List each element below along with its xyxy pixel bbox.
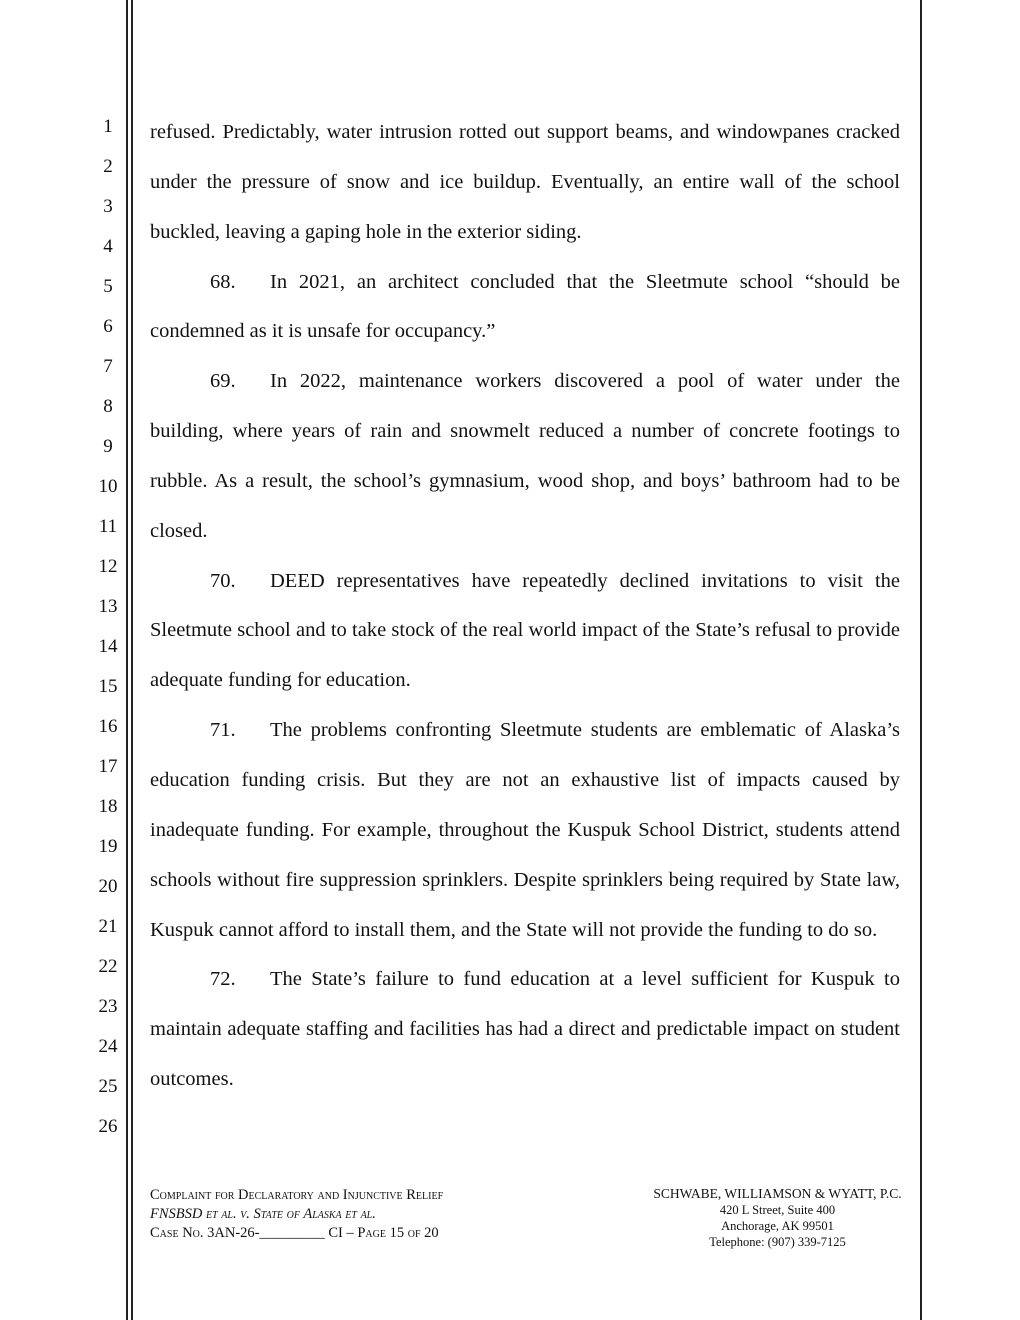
line-number: 19	[98, 836, 118, 857]
paragraph-number: 69.	[210, 370, 236, 393]
line-number: 16	[98, 716, 118, 737]
line-number: 1	[103, 116, 113, 137]
line-number: 25	[98, 1076, 118, 1097]
line-number: 20	[98, 876, 118, 897]
line-number: 7	[103, 356, 113, 377]
line-number: 22	[98, 956, 118, 977]
paragraph-67-continuation	[150, 108, 900, 258]
paragraph-text: In 2021, an architect concluded that the Sleetmute school “should be condemned as it is unsafe for occupancy.”	[150, 270, 900, 343]
firm-street: 420 L Street, Suite 400	[719, 1203, 836, 1217]
paragraph-68	[150, 258, 900, 358]
line-number: 2	[103, 156, 113, 177]
line-number: 10	[98, 476, 118, 497]
paragraph-70	[150, 557, 900, 707]
paragraph-text: The problems confronting Sleetmute students are emblematic of Alaska’s education funding crisis. But they are not an exhaustive list of impacts caused by inadequate funding. For example, throughout the Kuspuk School District, students attend schools without fire suppression sprinklers. Despite sprinklers being required by State law, Kuspuk cannot afford to install them, and the State will not provide the funding to do so.	[150, 719, 900, 941]
line-number: 4	[103, 236, 113, 257]
paragraph-72	[150, 955, 900, 1105]
line-number: 9	[103, 436, 113, 457]
line-number: 15	[98, 676, 118, 697]
paragraph-number: 70.	[210, 569, 236, 592]
paragraph-number: 72.	[210, 968, 236, 991]
line-number: 5	[103, 276, 113, 297]
footer-caption	[150, 1186, 570, 1243]
paragraph-69	[150, 357, 900, 556]
firm-phone: Telephone: (907) 339-7125	[709, 1235, 846, 1249]
line-number: 13	[98, 596, 118, 617]
line-number: 12	[98, 556, 118, 577]
footer-case-number: Case No. 3AN-26-_________ CI – Page 15 of 20	[150, 1225, 439, 1241]
line-number: 11	[98, 516, 118, 537]
footer-case-caption: FNSBSD et al. v. State of Alaska et al.	[150, 1206, 376, 1222]
line-number: 6	[103, 316, 113, 337]
paragraph-number: 68.	[210, 270, 236, 293]
firm-city: Anchorage, AK 99501	[721, 1219, 834, 1233]
line-number: 17	[98, 756, 118, 777]
document-body	[150, 108, 900, 1105]
line-number: 23	[98, 996, 118, 1017]
paragraph-text: refused. Predictably, water intrusion rotted out support beams, and windowpanes cracked under the pressure of snow and ice buildup. Eventually, an entire wall of the school buckled, leaving a gaping hole in the exterior siding.	[150, 121, 900, 243]
line-number: 3	[103, 196, 113, 217]
line-number: 14	[98, 636, 118, 657]
firm-name: SCHWABE, WILLIAMSON & WYATT, P.C.	[653, 1186, 902, 1201]
paragraph-text: The State’s failure to fund education at a level sufficient for Kuspuk to maintain adequate staffing and facilities has had a direct and predictable impact on student outcomes.	[150, 968, 900, 1091]
left-margin-rule-inner	[131, 0, 133, 1320]
paragraph-text: DEED representatives have repeatedly declined invitations to visit the Sleetmute school and to take stock of the real world impact of the State’s refusal to provide adequate funding for education.	[150, 569, 900, 692]
line-number: 8	[103, 396, 113, 417]
line-number: 21	[98, 916, 118, 937]
line-number: 26	[98, 1116, 118, 1137]
paragraph-number: 71.	[210, 719, 236, 742]
paragraph-71	[150, 706, 900, 955]
right-margin-rule	[920, 0, 922, 1320]
line-number: 18	[98, 796, 118, 817]
footer-firm-block	[640, 1186, 915, 1250]
line-number: 24	[98, 1036, 118, 1057]
footer-doc-title: Complaint for Declaratory and Injunctive Relief	[150, 1187, 444, 1203]
paragraph-text: In 2022, maintenance workers discovered a pool of water under the building, where years of rain and snowmelt reduced a number of concrete footings to rubble. As a result, the school’s gymnasium, wood shop, and boys’ bathroom had to be closed.	[150, 370, 900, 542]
